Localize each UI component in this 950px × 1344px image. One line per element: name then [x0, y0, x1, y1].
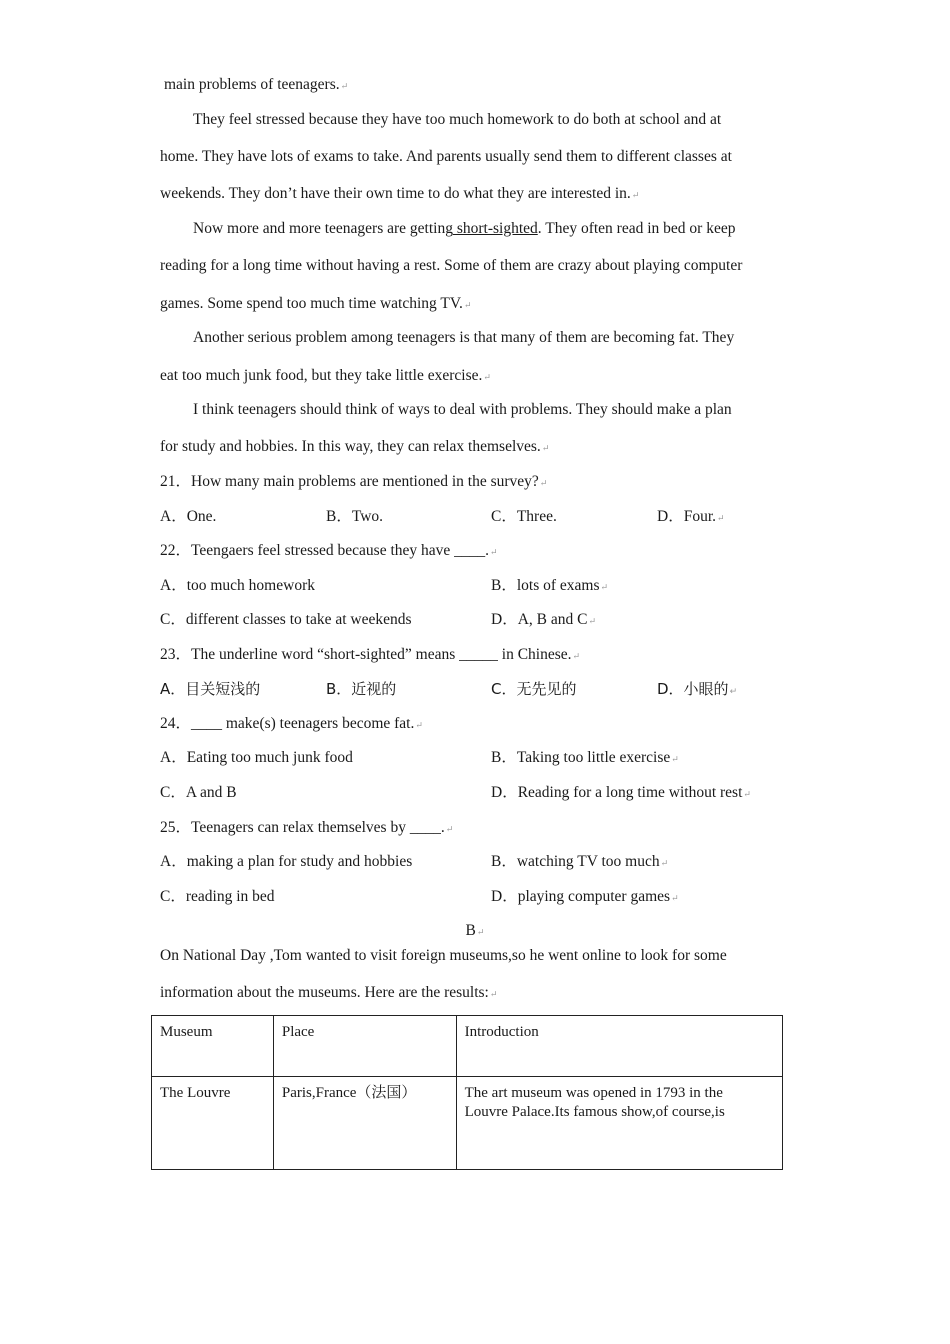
- table-cell-introduction: The art museum was opened in 1793 in the Louvre Palace.Its famous show,of course,is: [456, 1077, 782, 1170]
- answer-option[interactable]: D．playing computer games↵: [491, 888, 679, 905]
- passage-line: games. Some spend too much time watching TV.↵: [160, 295, 472, 312]
- answer-option[interactable]: B．lots of exams↵: [491, 577, 609, 594]
- answer-option[interactable]: A．目关短浅的: [160, 680, 261, 698]
- answer-option[interactable]: B．Two.: [326, 508, 384, 525]
- passage-line: Another serious problem among teenagers is that many of them are becoming fat. They: [193, 329, 735, 346]
- passage-line: home. They have lots of exams to take. And parents usually send them to different classes at: [160, 148, 732, 165]
- passage-line: weekends. They don’t have their own time to do what they are interested in.↵: [160, 185, 640, 202]
- answer-option[interactable]: A．making a plan for study and hobbies: [160, 853, 413, 870]
- answer-option[interactable]: C．reading in bed: [160, 888, 275, 905]
- passage-line: eat too much junk food, but they take little exercise.↵: [160, 367, 491, 384]
- answer-option[interactable]: B．Taking too little exercise↵: [491, 749, 679, 766]
- underlined-word: short-sighted: [452, 220, 538, 237]
- question-stem: 21．How many main problems are mentioned in the survey?↵: [160, 473, 548, 490]
- answer-option[interactable]: D．A, B and C↵: [491, 611, 596, 628]
- passage-line: reading for a long time without having a rest. Some of them are crazy about playing computer: [160, 257, 743, 274]
- passage-line: I think teenagers should think of ways to deal with problems. They should make a plan: [193, 401, 732, 418]
- section-heading: B↵: [465, 922, 485, 939]
- answer-option[interactable]: D．小眼的↵: [657, 680, 738, 698]
- passage-line: main problems of teenagers.↵: [164, 76, 349, 93]
- answer-option[interactable]: B．watching TV too much↵: [491, 853, 669, 870]
- passage-line: They feel stressed because they have too much homework to do both at school and at: [193, 111, 722, 128]
- answer-option[interactable]: A．Eating too much junk food: [160, 749, 353, 766]
- passage-line: Now more and more teenagers are getting short-sighted. They often read in bed or keep: [193, 220, 736, 237]
- table-header-cell: Place: [273, 1016, 456, 1077]
- question-stem: 22．Teengaers feel stressed because they have ____.↵: [160, 542, 498, 559]
- answer-option[interactable]: B．近视的: [326, 680, 397, 698]
- answer-option[interactable]: C．Three.: [491, 508, 557, 525]
- museum-table: [151, 1015, 783, 1170]
- answer-option[interactable]: C．different classes to take at weekends: [160, 611, 412, 628]
- answer-option[interactable]: D．Reading for a long time without rest↵: [491, 784, 751, 801]
- answer-option[interactable]: A．One.: [160, 508, 217, 525]
- table-header-cell: Museum: [152, 1016, 274, 1077]
- table-cell-place: Paris,France（法国）: [273, 1077, 456, 1170]
- table-header-row: [152, 1016, 783, 1077]
- passage-line: for study and hobbies. In this way, they can relax themselves.↵: [160, 438, 550, 455]
- table-row: [152, 1077, 783, 1170]
- answer-option[interactable]: C．无先见的: [491, 680, 577, 698]
- table-cell-museum: The Louvre: [152, 1077, 274, 1170]
- answer-option[interactable]: C．A and B: [160, 784, 237, 801]
- question-stem: 25．Teenagers can relax themselves by ____.↵: [160, 819, 454, 836]
- table-header-cell: Introduction: [456, 1016, 782, 1077]
- passage-line: information about the museums. Here are the results:↵: [160, 984, 498, 1001]
- question-stem: 23．The underline word “short-sighted” means _____ in Chinese.↵: [160, 646, 581, 663]
- passage-line: On National Day ,Tom wanted to visit foreign museums,so he went online to look for some: [160, 947, 727, 964]
- answer-option[interactable]: A．too much homework: [160, 577, 315, 594]
- answer-option[interactable]: D．Four.↵: [657, 508, 725, 525]
- question-stem: 24．____ make(s) teenagers become fat.↵: [160, 715, 423, 732]
